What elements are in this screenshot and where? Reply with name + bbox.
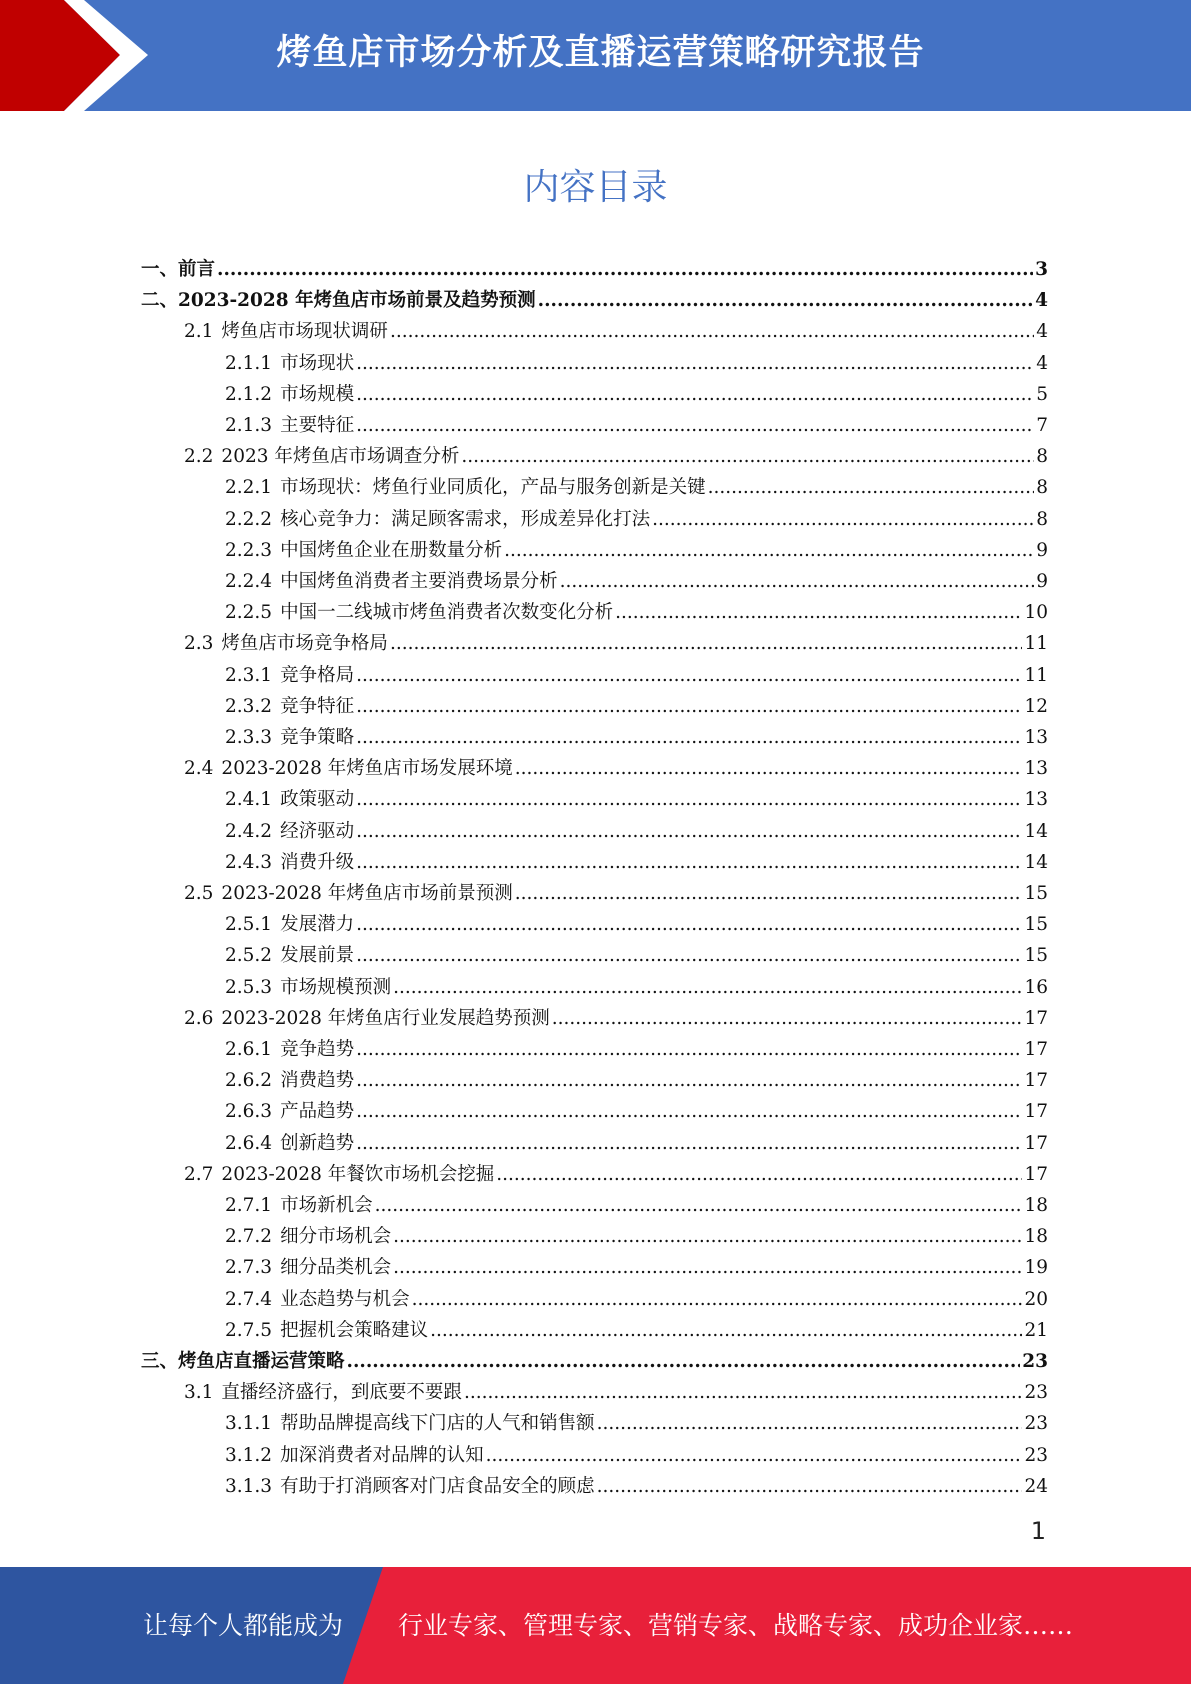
report-title: 烤鱼店市场分析及直播运营策略研究报告 [276,33,925,73]
toc-entry-page: 10 [1024,602,1048,624]
toc-entry[interactable] [225,1252,1048,1283]
toc-entry[interactable] [225,722,1048,753]
toc-entry-page: 18 [1024,1226,1048,1248]
toc-entry[interactable] [184,1159,1048,1190]
toc-dot-leader [652,504,1034,535]
toc-entry[interactable] [225,1284,1048,1315]
toc-entry-number: 2.5.3 [225,976,273,998]
toc-entry-page: 7 [1036,415,1048,436]
toc-entry-number: 2.6.2 [225,1070,273,1092]
toc-dot-leader [486,1440,1023,1471]
toc-entry[interactable] [141,285,1048,316]
toc-dot-leader [356,1065,1022,1096]
toc-entry-page: 20 [1024,1288,1048,1310]
toc-entry-page: 16 [1024,976,1048,998]
toc-entry[interactable] [225,1440,1048,1471]
toc-entry-number: 3.1.3 [225,1475,273,1497]
footer-slogan-right: 行业专家、管理专家、营销专家、战略专家、成功企业家…… [398,1611,1074,1640]
toc-dot-leader [356,940,1022,971]
toc-entry-number: 2.2.2 [225,508,273,530]
toc-dot-leader [356,1034,1022,1065]
toc-entry[interactable] [225,1128,1048,1159]
toc-entry[interactable] [225,691,1048,722]
toc-entry-page: 17 [1024,1101,1048,1123]
toc-entry-number: 2.7.5 [225,1319,273,1341]
toc-entry-number: 2.6.1 [225,1039,273,1060]
toc-entry-number: 2.7.3 [225,1257,273,1279]
toc-dot-leader [412,1284,1023,1315]
toc-entry-number: 2.1.2 [225,383,273,405]
toc-entry-title: 竞争特征 [280,695,355,717]
toc-entry[interactable] [225,660,1048,691]
toc-entry-page: 11 [1024,664,1048,686]
toc-entry[interactable] [141,254,1048,285]
toc-entry[interactable] [225,1408,1048,1439]
toc-entry-page: 9 [1036,571,1048,592]
toc-entry-title: 发展前景 [280,945,355,967]
toc-entry[interactable] [225,1096,1048,1127]
toc-entry-title: 核心竞争力：满足顾客需求，形成差异化打法 [280,508,651,530]
toc-entry-number: 3.1.1 [225,1413,273,1435]
toc-entry-page: 13 [1024,789,1048,811]
toc-dot-leader [393,1252,1022,1283]
toc-entry-number: 2.5.1 [225,914,273,936]
toc-entry[interactable] [225,972,1048,1003]
toc-entry[interactable] [225,940,1048,971]
toc-dot-leader [504,535,1034,566]
toc-entry[interactable] [225,1221,1048,1252]
toc-dot-leader [356,379,1034,410]
toc-entry-page: 13 [1024,727,1048,748]
toc-entry-number: 2.4.2 [225,820,273,842]
toc-entry-number: 三、 [141,1351,179,1372]
toc-entry-number: 2.7.2 [225,1226,273,1248]
toc-entry-page: 8 [1036,477,1048,499]
toc-entry-page: 17 [1024,1039,1048,1060]
toc-entry-page: 24 [1024,1475,1048,1497]
toc-entry-title: 2023-2028 年烤鱼店市场前景预测 [221,883,513,904]
toc-entry-title: 中国烤鱼企业在册数量分析 [280,539,503,561]
toc-entry[interactable] [225,1471,1048,1502]
toc-entry[interactable] [225,1315,1048,1346]
toc-entry[interactable] [225,1065,1048,1096]
toc-dot-leader [356,660,1022,691]
toc-entry-page: 17 [1024,1007,1048,1029]
toc-entry-page: 19 [1024,1257,1048,1279]
toc-dot-leader [430,1315,1022,1346]
toc-entry-title: 经济驱动 [280,820,355,842]
toc-entry[interactable] [184,441,1048,472]
toc-entry[interactable] [225,472,1048,503]
toc-entry-number: 2.7 [184,1163,214,1185]
toc-heading: 内容目录 [523,167,668,208]
toc-entry-page: 4 [1036,352,1048,374]
toc-entry-page: 9 [1036,539,1048,561]
toc-entry-page: 17 [1024,1132,1048,1154]
toc-entry-title: 加深消费者对品牌的认知 [280,1444,484,1466]
toc-entry[interactable] [225,784,1048,815]
toc-dot-leader [356,909,1022,940]
toc-entry-title: 市场现状：烤鱼行业同质化，产品与服务创新是关键 [280,477,706,499]
toc-entry-page: 8 [1036,508,1048,530]
toc-entry-title: 市场规模 [280,383,355,405]
toc-entry-page: 23 [1024,1413,1048,1435]
toc-entry-page: 8 [1036,446,1048,468]
toc-dot-leader [356,816,1022,847]
toc-entry-title: 中国一二线城市烤鱼消费者次数变化分析 [280,602,614,624]
toc-entry-title: 发展潜力 [280,914,355,936]
toc-entry-title: 竞争策略 [280,727,355,748]
toc-entry-number: 2.1 [184,321,214,343]
toc-entry-number: 2.3.2 [225,695,273,717]
toc-entry-number: 一、 [141,259,179,280]
toc-entry-title: 烤鱼店直播运营策略 [178,1351,345,1372]
toc-entry[interactable] [184,316,1048,347]
toc-dot-leader [375,1190,1023,1221]
header-banner [0,0,1191,111]
toc-entry-number: 2.1.1 [225,352,273,374]
toc-entry[interactable] [141,1346,1048,1377]
toc-entry-title: 前言 [178,259,216,280]
toc-entry[interactable] [225,566,1048,597]
toc-dot-leader [552,1003,1023,1034]
toc-entry-number: 3.1.2 [225,1444,273,1466]
page-number: 1 [1030,1517,1046,1545]
toc-entry-number: 2.2.5 [225,602,273,624]
toc-entry-number: 2.6 [184,1007,214,1029]
toc-dot-leader [515,753,1023,784]
toc-dot-leader [708,472,1035,503]
toc-entry-page: 15 [1024,945,1048,967]
toc-dot-leader [560,566,1035,597]
toc-entry-title: 帮助品牌提高线下门店的人气和销售额 [280,1413,595,1435]
toc-entry-page: 15 [1024,914,1048,936]
toc-entry-page: 23 [1022,1351,1048,1372]
toc-entry-number: 2.7.1 [225,1195,273,1216]
toc-entry[interactable] [225,535,1048,566]
toc-entry-title: 2023-2028 年烤鱼店市场前景及趋势预测 [178,290,536,312]
toc-entry-number: 2.2.3 [225,539,273,561]
toc-entry[interactable] [225,348,1048,379]
toc-entry-title: 烤鱼店市场竞争格局 [221,633,388,655]
toc-dot-leader [615,597,1022,628]
footer-banner [0,1567,1191,1684]
toc-dot-leader [356,722,1022,753]
toc-entry-number: 2.6.3 [225,1101,273,1123]
toc-entry[interactable] [225,847,1048,878]
toc-entry-title: 创新趋势 [280,1132,355,1154]
toc-entry-page: 5 [1036,383,1048,405]
toc-entry-number: 2.3.1 [225,664,273,686]
toc-entry-page: 17 [1024,1163,1048,1185]
toc-entry-number: 2.1.3 [225,415,273,436]
toc-entry-title: 有助于打消顾客对门店食品安全的顾虑 [280,1475,595,1497]
toc-entry[interactable] [184,878,1048,909]
toc-entry-number: 2.5 [184,883,214,904]
toc-entry-number: 2.2 [184,446,214,468]
toc-entry-page: 12 [1024,695,1048,717]
toc-entry[interactable] [225,410,1048,441]
toc-dot-leader [538,285,1034,316]
toc-entry-page: 14 [1024,851,1048,873]
toc-entry-title: 业态趋势与机会 [280,1288,410,1310]
toc-dot-leader [464,1377,1023,1408]
toc-entry-title: 把握机会策略建议 [280,1319,429,1341]
toc-entry-title: 细分品类机会 [280,1257,392,1279]
toc-dot-leader [515,878,1023,909]
toc-entry-page: 4 [1036,321,1048,343]
toc-entry-number: 2.4.1 [225,789,273,811]
toc-entry-page: 23 [1024,1382,1048,1404]
toc-entry-title: 政策驱动 [280,789,355,811]
toc-entry-title: 直播经济盛行，到底要不要跟 [221,1382,462,1404]
toc-dot-leader [393,972,1022,1003]
toc-entry-title: 烤鱼店市场现状调研 [221,321,388,343]
footer-slogan-left: 让每个人都能成为 [143,1611,344,1640]
toc-entry[interactable] [184,628,1048,659]
toc-dot-leader [390,316,1034,347]
toc-entry-number: 2.2.1 [225,477,273,499]
toc-dot-leader [356,847,1022,878]
toc-entry-page: 17 [1024,1070,1048,1092]
toc-entry-title: 市场新机会 [280,1195,373,1216]
toc-entry-number: 2.6.4 [225,1132,273,1154]
toc-entry-title: 细分市场机会 [280,1226,392,1248]
toc-entry-title: 产品趋势 [280,1101,355,1123]
toc-entry-page: 14 [1024,820,1048,842]
toc-entry[interactable] [225,1190,1048,1221]
toc-entry-title: 市场现状 [280,352,355,374]
toc-entry[interactable] [225,379,1048,410]
toc-entry-number: 2.3 [184,633,214,655]
toc-entry-title: 2023-2028 年烤鱼店行业发展趋势预测 [221,1007,550,1029]
toc-dot-leader [347,1346,1021,1377]
toc-entry[interactable] [225,909,1048,940]
toc-dot-leader [461,441,1034,472]
toc-entry-page: 15 [1024,883,1048,904]
toc-entry-number: 3.1 [184,1382,214,1404]
toc-entry[interactable] [184,753,1048,784]
toc-dot-leader [393,1221,1022,1252]
toc-entry-page: 23 [1024,1444,1048,1466]
toc-entry-number: 2.2.4 [225,571,273,592]
toc-entry-title: 2023-2028 年烤鱼店市场发展环境 [221,758,513,780]
toc-entry-page: 21 [1024,1319,1048,1341]
toc-entry-page: 3 [1035,259,1048,280]
toc-entry[interactable] [225,1034,1048,1065]
toc-entry-title: 中国烤鱼消费者主要消费场景分析 [280,571,558,592]
toc-entry[interactable] [184,1377,1048,1408]
toc-entry-number: 二、 [141,290,179,312]
toc-entry-number: 2.4 [184,758,214,780]
toc-entry-page: 13 [1024,758,1048,780]
toc-dot-leader [356,1096,1022,1127]
toc-entry-page: 4 [1035,290,1048,312]
toc-entry-title: 市场规模预测 [280,976,392,998]
toc-entry[interactable] [225,597,1048,628]
toc-entry-number: 2.5.2 [225,945,273,967]
toc-entry-title: 消费趋势 [280,1070,355,1092]
toc-entry-title: 竞争格局 [280,664,355,686]
toc-entry-page: 11 [1024,633,1048,655]
toc-dot-leader [356,348,1034,379]
toc-dot-leader [597,1408,1023,1439]
toc-dot-leader [356,1128,1022,1159]
toc-entry-number: 2.3.3 [225,727,273,748]
toc-entry[interactable] [225,816,1048,847]
toc-entry-title: 主要特征 [280,415,355,436]
toc-dot-leader [390,628,1023,659]
toc-entry-title: 消费升级 [280,851,355,873]
toc-entry-title: 竞争趋势 [280,1039,355,1060]
toc-dot-leader [356,410,1034,441]
toc-entry-title: 2023 年烤鱼店市场调查分析 [221,446,460,468]
toc-entry-title: 2023-2028 年餐饮市场机会挖掘 [221,1163,495,1185]
toc-entry-number: 2.7.4 [225,1288,273,1310]
toc-dot-leader [217,254,1033,285]
toc-dot-leader [496,1159,1022,1190]
toc-entry-page: 18 [1024,1195,1048,1216]
toc-dot-leader [597,1471,1023,1502]
toc-entry[interactable] [225,504,1048,535]
toc-entry-number: 2.4.3 [225,851,273,873]
toc-entry[interactable] [184,1003,1048,1034]
toc-dot-leader [356,691,1022,722]
toc-dot-leader [356,784,1022,815]
